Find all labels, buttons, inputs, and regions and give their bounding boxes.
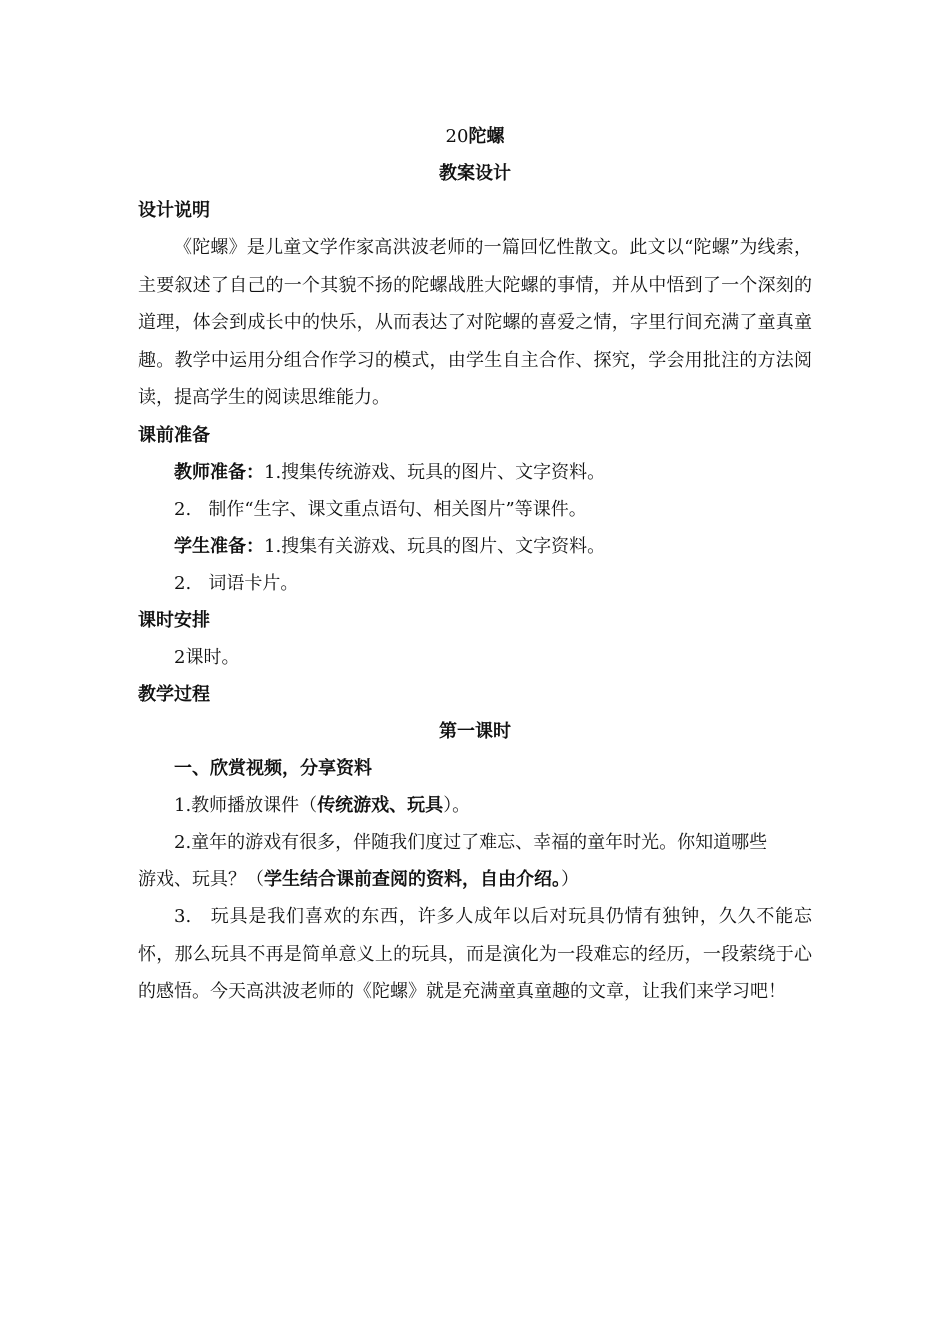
document-subtitle: 教案设计 [439,163,511,184]
student-prep-line [138,528,812,565]
heading-design-note: 设计说明 [138,200,210,221]
process-item-1 [138,787,812,824]
teacher-prep-item-2: 2. 制作“生字、课文重点语句、相关图片”等课件。 [174,498,587,520]
design-note-paragraph: 《陀螺》是儿童文学作家高洪波老师的一篇回忆性散文。此文以“陀螺”为线索，主要叙述了自己的一个其貌不扬的陀螺战胜大陀螺的事情，并从中悟到了一个深刻的道理，体会到成长中的快乐，从而表达了对陀螺的喜爱之情，字里行间充满了童真童趣。教学中运用分组合作学习的模式，由学生自主合作、探究，学会用批注的方法阅读，提高学生的阅读思维能力。 [138,237,812,409]
student-prep-label: 学生准备： [174,535,264,557]
teacher-prep-item-1: 1.搜集传统游戏、玩具的图片、文字资料。 [264,461,606,483]
step1-heading: 一、欣赏视频，分享资料 [174,757,372,779]
item2-prefix: 游戏、玩具？（ [138,868,264,890]
document-title [138,118,812,155]
item2-suffix: ） [561,868,579,890]
item1-bold: 传统游戏、玩具 [317,794,444,816]
lesson-title: 第一课时 [439,720,511,742]
process-item-3: 3. 玩具是我们喜欢的东西，许多人成年以后对玩具仍情有独钟，久久不能忘怀，那么玩具不再是简单意义上的玩具，而是演化为一段难忘的经历，一段萦绕于心的感悟。今天高洪波老师的《陀螺》就是充满童真童趣的文章，让我们来学习吧！ [138,905,812,1003]
title-number: 20 [445,126,469,147]
item2-bold: 学生结合课前查阅的资料，自由介绍。 [264,868,561,890]
student-prep-item-2: 2. 词语卡片。 [174,572,299,594]
schedule-text: 2课时。 [174,646,240,668]
item1-prefix: 1.教师播放课件（ [174,794,318,816]
title-word: 陀螺 [468,126,505,147]
heading-process: 教学过程 [138,683,210,705]
document-content [138,118,812,1011]
teacher-prep-line [138,454,812,491]
process-item-2-line-1: 2.童年的游戏有很多，伴随我们度过了难忘、幸福的童年时光。你知道哪些 [174,831,768,853]
teacher-prep-label: 教师准备： [174,461,264,483]
student-prep-item-1: 1.搜集有关游戏、玩具的图片、文字资料。 [264,535,606,557]
heading-preparation: 课前准备 [138,424,210,446]
item1-suffix: ）。 [443,794,471,816]
heading-schedule: 课时安排 [138,609,210,631]
process-item-2-line-2 [138,861,812,898]
